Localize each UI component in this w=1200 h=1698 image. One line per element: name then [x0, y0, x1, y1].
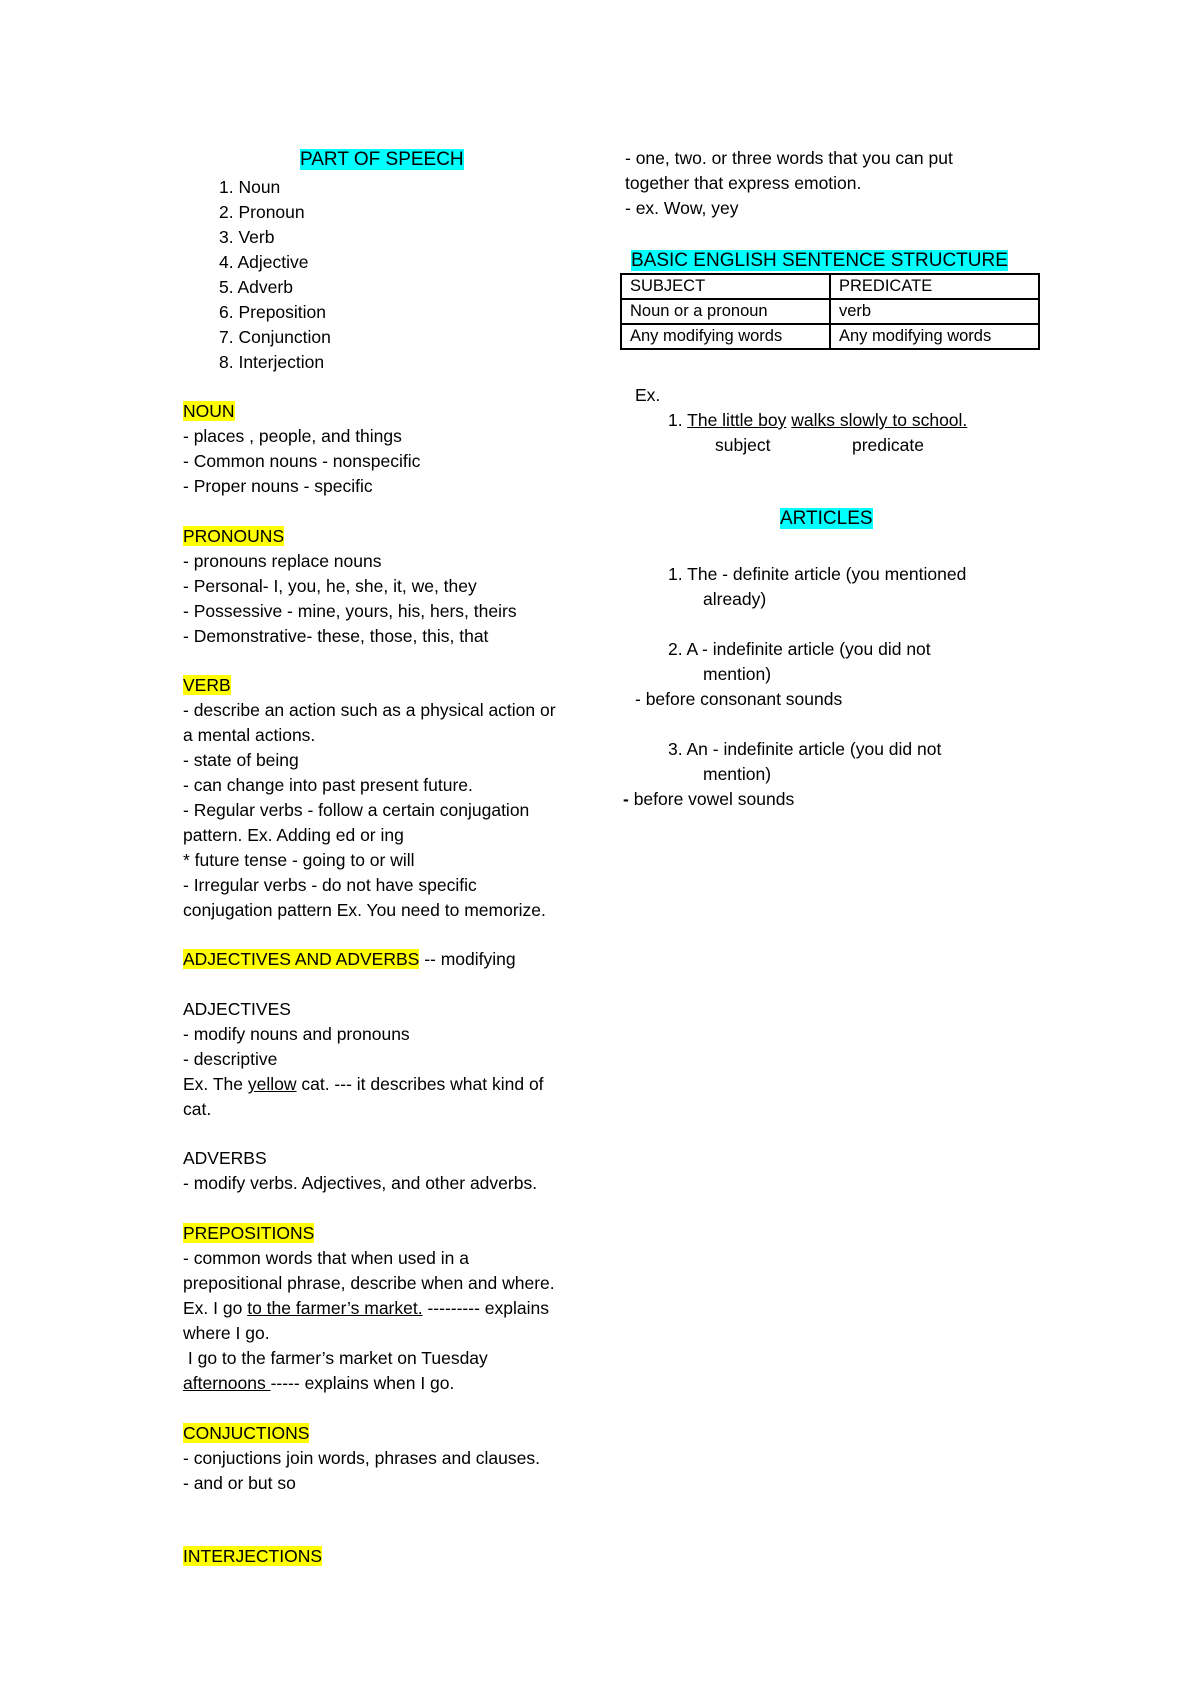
- article-note: - before consonant sounds: [635, 689, 843, 709]
- example-label: Ex.: [635, 385, 661, 405]
- conjunctions-line: - and or but so: [183, 1473, 296, 1493]
- adjectives-heading: ADJECTIVES: [183, 999, 291, 1019]
- adverbs-heading: ADVERBS: [183, 1148, 267, 1168]
- prepositions-example-cont: where I go.: [183, 1323, 270, 1343]
- dash-bullet: -: [623, 789, 629, 809]
- verb-line: a mental actions.: [183, 725, 316, 745]
- structure-title: BASIC ENGLISH SENTENCE STRUCTURE: [631, 250, 1008, 271]
- verb-line: - Irregular verbs - do not have specific: [183, 875, 477, 895]
- table-header-cell: SUBJECT: [621, 274, 830, 299]
- page-title: PART OF SPEECH: [300, 149, 464, 170]
- verb-line: - Regular verbs - follow a certain conjugation: [183, 800, 530, 820]
- conjunctions-heading: CONJUCTIONS: [183, 1423, 310, 1443]
- table-header-cell: PREDICATE: [830, 274, 1039, 299]
- verb-line: - can change into past present future.: [183, 775, 473, 795]
- list-item: 4. Adjective: [219, 252, 309, 272]
- conjunctions-line: - conjuctions join words, phrases and clauses.: [183, 1448, 540, 1468]
- article-item-cont: mention): [703, 664, 772, 684]
- verb-line: - describe an action such as a physical action or: [183, 700, 556, 720]
- interjection-line: together that express emotion.: [625, 173, 862, 193]
- table-cell: Any modifying words: [621, 324, 830, 349]
- table-header-row: [621, 274, 1039, 299]
- list-item: 3. Verb: [219, 227, 275, 247]
- noun-line: - places , people, and things: [183, 426, 402, 446]
- list-item: 6. Preposition: [219, 302, 327, 322]
- article-item: 1. The - definite article (you mentioned: [668, 564, 967, 584]
- interjection-line: - one, two. or three words that you can put: [625, 148, 953, 168]
- list-item: 2. Pronoun: [219, 202, 305, 222]
- verb-line: - state of being: [183, 750, 299, 770]
- list-item: 7. Conjunction: [219, 327, 331, 347]
- verb-heading: VERB: [183, 675, 231, 695]
- pronouns-line: - Possessive - mine, yours, his, hers, theirs: [183, 601, 517, 621]
- article-note: - before vowel sounds: [623, 789, 795, 809]
- adverbs-line: - modify verbs. Adjectives, and other adverbs.: [183, 1173, 538, 1193]
- prepositions-example-2-cont: afternoons ----- explains when I go.: [183, 1373, 455, 1393]
- predicate-label: predicate: [852, 435, 924, 455]
- adjectives-line: - descriptive: [183, 1049, 278, 1069]
- table-cell: Noun or a pronoun: [621, 299, 830, 324]
- verb-line: pattern. Ex. Adding ed or ing: [183, 825, 404, 845]
- noun-line: - Proper nouns - specific: [183, 476, 373, 496]
- prepositions-example: Ex. I go to the farmer’s market. --------- explains: [183, 1298, 549, 1318]
- prepositions-example-2: I go to the farmer’s market on Tuesday: [183, 1348, 488, 1368]
- subject-label: subject: [715, 435, 771, 455]
- noun-heading: NOUN: [183, 401, 235, 421]
- table-row: [621, 324, 1039, 349]
- noun-line: - Common nouns - nonspecific: [183, 451, 421, 471]
- pronouns-heading: PRONOUNS: [183, 526, 285, 546]
- list-item: 1. Noun: [219, 177, 281, 197]
- table-row: [621, 299, 1039, 324]
- table-cell: Any modifying words: [830, 324, 1039, 349]
- article-item: 2. A - indefinite article (you did not: [668, 639, 931, 659]
- adj-adv-heading: ADJECTIVES AND ADVERBS -- modifying: [183, 949, 516, 969]
- article-item: 3. An - indefinite article (you did not: [668, 739, 942, 759]
- pronouns-line: - Demonstrative- these, those, this, that: [183, 626, 489, 646]
- verb-line: * future tense - going to or will: [183, 850, 415, 870]
- sentence-structure-table: [620, 273, 1040, 350]
- adjectives-line: - modify nouns and pronouns: [183, 1024, 410, 1044]
- interjections-heading: INTERJECTIONS: [183, 1546, 323, 1566]
- prepositions-line: prepositional phrase, describe when and where.: [183, 1273, 555, 1293]
- adjectives-example: Ex. The yellow cat. --- it describes what kind of: [183, 1074, 544, 1094]
- articles-title: ARTICLES: [780, 508, 873, 529]
- article-item-cont: already): [703, 589, 767, 609]
- adjectives-example-cont: cat.: [183, 1099, 212, 1119]
- table-cell: verb: [830, 299, 1039, 324]
- verb-line: conjugation pattern Ex. You need to memorize.: [183, 900, 546, 920]
- example-sentence: 1. The little boy walks slowly to school.: [668, 410, 968, 430]
- interjection-line: - ex. Wow, yey: [625, 198, 739, 218]
- prepositions-line: - common words that when used in a: [183, 1248, 469, 1268]
- list-item: 8. Interjection: [219, 352, 325, 372]
- article-item-cont: mention): [703, 764, 772, 784]
- prepositions-heading: PREPOSITIONS: [183, 1223, 315, 1243]
- pronouns-line: - pronouns replace nouns: [183, 551, 382, 571]
- list-item: 5. Adverb: [219, 277, 293, 297]
- pronouns-line: - Personal- I, you, he, she, it, we, they: [183, 576, 477, 596]
